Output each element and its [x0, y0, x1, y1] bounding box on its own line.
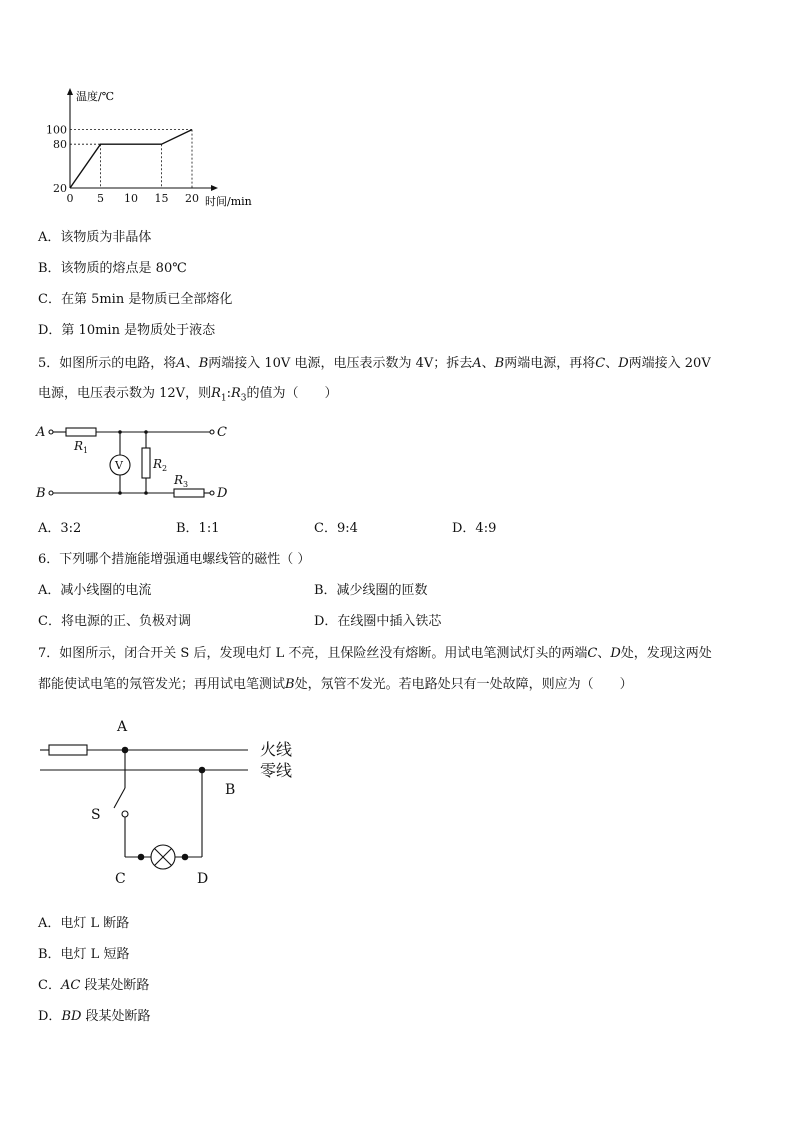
q5-text: 、 [481, 356, 495, 371]
point-b-label: B [225, 782, 236, 798]
chart-x-tick-label: 20 [185, 192, 199, 205]
chart-y-tick-label: 80 [53, 138, 67, 152]
live-wire-label: 火线 [260, 740, 293, 759]
q7-option-a: A．电灯 L 断路 [38, 916, 130, 931]
q5-text: 、 [185, 356, 199, 371]
q7-option-c-prefix: C． [38, 978, 61, 993]
q6-option-d: D．在线圈中插入铁芯 [314, 614, 442, 629]
resistor-r3 [174, 489, 204, 497]
chart-y-ticks [46, 124, 67, 195]
chart-x-axis-label: 时间/min [205, 195, 252, 208]
q5-r1-symbol: R [211, 386, 221, 401]
q6-option-b: B．减少线圈的匝数 [314, 583, 428, 598]
q5-text: : [226, 386, 231, 401]
q5-text: 两端接入 20V [628, 356, 711, 371]
q7-text: 7．如图所示，闭合开关 S 后，发现电灯 L 不亮，且保险丝没有熔断。用试电笔测试灯头的两端 [38, 646, 588, 661]
q7-stem-line-1 [38, 645, 712, 663]
q7-option-d-prefix: D． [38, 1009, 62, 1024]
q5-stem-line-1 [38, 355, 711, 373]
resistor-r2 [142, 448, 150, 478]
chart-x-ticks [67, 192, 200, 205]
chart-x-tick-label: 15 [154, 192, 169, 205]
q7-text: 都能使试电笔的氖管发光；再用试电笔测试 [38, 677, 286, 692]
q5-text: 、 [605, 356, 619, 371]
q5-r1-subscript: 1 [220, 393, 227, 404]
q7-household-circuit-diagram [36, 710, 316, 890]
chart-y-axis-label: 温度/℃ [76, 90, 115, 103]
q6-option-a: A．减小线圈的电流 [38, 583, 152, 598]
q5-text: 电源，电压表示数为 12V，则 [38, 386, 212, 401]
chart-series-line [70, 130, 192, 188]
temperature-time-chart [30, 84, 280, 212]
y-axis-arrow-icon [67, 88, 73, 95]
q7-text: 处，氖管不发光。若电路处只有一处故障，则应为（ ） [294, 677, 633, 692]
neutral-wire-label: 零线 [260, 761, 293, 780]
q5-option-d: D．4:9 [452, 521, 497, 536]
q5-label-b: B [494, 356, 505, 371]
terminal-b-label: B [36, 486, 46, 501]
q7-option-c [38, 977, 149, 995]
chart-x-tick-label: 10 [124, 192, 138, 205]
q7-text: 、 [597, 646, 611, 661]
q5-option-b: B．1:1 [176, 521, 220, 536]
r2-subscript: 2 [162, 464, 168, 473]
q5-stem-line-2 [38, 385, 338, 408]
q5-option-a: A．3:2 [38, 521, 82, 536]
q7-label-c: C [587, 646, 598, 661]
q4-option-c: C．在第 5min 是物质已全部熔化 [38, 292, 233, 307]
voltmeter-label: V [115, 459, 123, 472]
q4-option-d: D．第 10min 是物质处于液态 [38, 323, 216, 338]
chart-x-tick-label: 5 [97, 192, 104, 205]
q7-text: 处，发现这两处 [620, 646, 712, 661]
q7-option-b: B．电灯 L 短路 [38, 947, 130, 962]
point-c-label: C [115, 871, 126, 887]
chart-series [70, 130, 192, 188]
chart-x-tick-label: 0 [66, 192, 74, 205]
q5-text: 两端接入 10V 电源，电压表示数为 4V；拆去 [208, 356, 473, 371]
q5-label-b: B [198, 356, 209, 371]
q7-option-c-segment: AC [60, 978, 81, 993]
resistor-r1 [66, 428, 96, 436]
q7-option-c-text: 段某处断路 [80, 978, 150, 993]
q5-label-a: A [472, 356, 482, 371]
q5-circuit-diagram [34, 418, 244, 508]
fuse [49, 745, 87, 755]
r1-label: R [74, 439, 84, 453]
q5-label-c: C [595, 356, 606, 371]
r3-subscript: 3 [183, 480, 189, 489]
chart-y-tick-label: 20 [53, 182, 67, 195]
q5-r3-symbol: R [231, 386, 241, 401]
r2-label: R [153, 457, 163, 471]
q7-label-d: D [610, 646, 621, 661]
q5-option-c: C．9:4 [314, 521, 358, 536]
q4-option-a: A．该物质为非晶体 [38, 230, 152, 245]
terminal-d-label: D [217, 486, 228, 501]
q7-option-d-text: 段某处断路 [81, 1009, 151, 1024]
r3-label: R [174, 473, 184, 487]
q7-stem-line-2 [38, 676, 633, 694]
terminal-a-label: A [36, 425, 46, 440]
q5-label-a: A [176, 356, 186, 371]
q4-option-b: B．该物质的熔点是 80℃ [38, 261, 187, 276]
x-axis-arrow-icon [211, 185, 218, 191]
r1-subscript: 1 [83, 446, 89, 455]
q5-r3-subscript: 3 [240, 393, 247, 404]
q7-option-d-segment: BD [61, 1009, 82, 1024]
point-d-label: D [197, 871, 209, 887]
switch-s-label: S [91, 807, 101, 823]
q5-options [38, 520, 558, 538]
q5-text: 两端电源，再将 [504, 356, 596, 371]
q6-stem: 6．下列哪个措施能增强通电螺线管的磁性（ ） [38, 552, 311, 567]
q5-text: 5．如图所示的电路，将 [38, 356, 177, 371]
q5-text: 的值为（ ） [246, 386, 338, 401]
chart-axes [67, 88, 218, 191]
q7-option-d [38, 1008, 151, 1026]
chart-y-tick-label: 100 [46, 123, 67, 137]
point-a-label: A [117, 719, 128, 735]
terminal-c-label: C [217, 425, 227, 440]
q6-option-c: C．将电源的正、负极对调 [38, 614, 191, 629]
q5-label-d: D [618, 356, 629, 371]
q7-label-b: B [285, 677, 295, 692]
switch-s [114, 788, 125, 808]
